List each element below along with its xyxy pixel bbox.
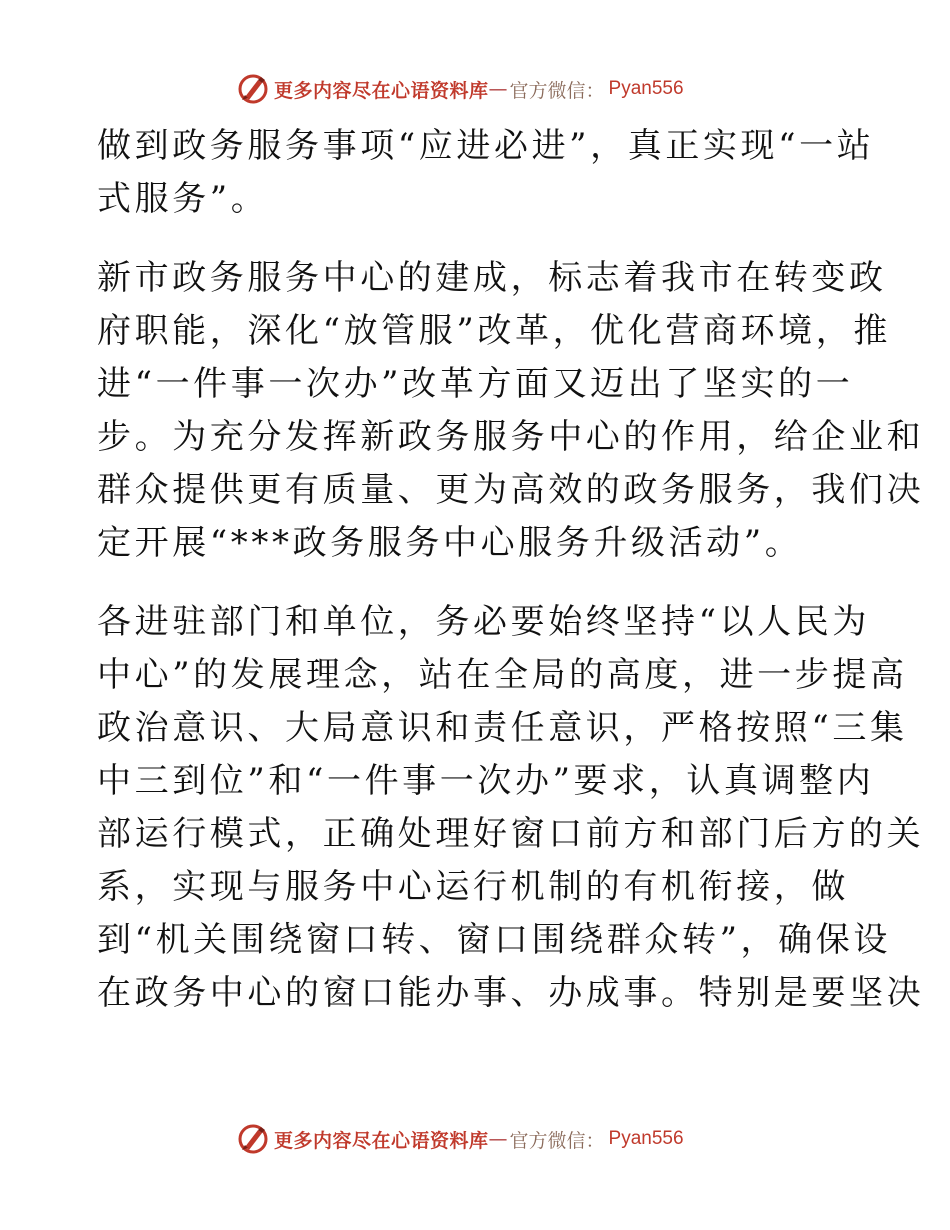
banner-dash: — [488,1128,508,1150]
text-line: 府职能，深化“放管服”改革，优化营商环境，推 [97,311,891,351]
text-line: 中心”的发展理念，站在全局的高度，进一步提高 [97,655,908,695]
text-line: 到“机关围绕窗口转、窗口围绕群众转”，确保设 [97,920,891,960]
site-name: 更多内容尽在心语资料库 [274,79,489,102]
paragraph [97,120,875,226]
text-line: 各进驻部门和单位，务必要始终坚持“以人民为 [97,602,870,642]
wechat-id: Pyan556 [608,78,684,99]
text-line: 系，实现与服务中心运行机制的有机衔接，做 [97,867,849,907]
paragraph [97,596,925,1020]
text-line: 新市政务服务中心的建成，标志着我市在转变政 [97,258,887,298]
pen-logo-icon [236,1122,270,1156]
wechat-label: 官方微信： [509,1129,605,1152]
pen-logo-icon [236,72,270,106]
wechat-label: 官方微信： [509,79,605,102]
text-line: 进“一件事一次办”改革方面又迈出了坚实的一 [97,364,854,404]
text-line: 步。为充分发挥新政务服务中心的作用，给企业和 [97,417,925,457]
footer-watermark [236,1122,684,1156]
text-line: 群众提供更有质量、更为高效的政务服务，我们决 [97,470,925,510]
text-line: 政治意识、大局意识和责任意识，严格按照“三集 [97,708,908,748]
text-line: 在政务中心的窗口能办事、办成事。特别是要坚决 [97,973,925,1013]
banner-dash: — [488,78,508,100]
text-line: 部运行模式，正确处理好窗口前方和部门后方的关 [97,814,925,854]
text-line: 定开展“***政务服务中心服务升级活动”。 [97,523,803,563]
document-body [97,120,925,1020]
paragraph [97,252,925,570]
site-name: 更多内容尽在心语资料库 [274,1129,489,1152]
header-watermark [236,72,684,106]
wechat-id: Pyan556 [608,1128,684,1149]
text-line: 式服务”。 [97,179,269,219]
text-line: 中三到位”和“一件事一次办”要求，认真调整内 [97,761,875,801]
text-line: 做到政务服务事项“应进必进”，真正实现“一站 [97,126,875,166]
